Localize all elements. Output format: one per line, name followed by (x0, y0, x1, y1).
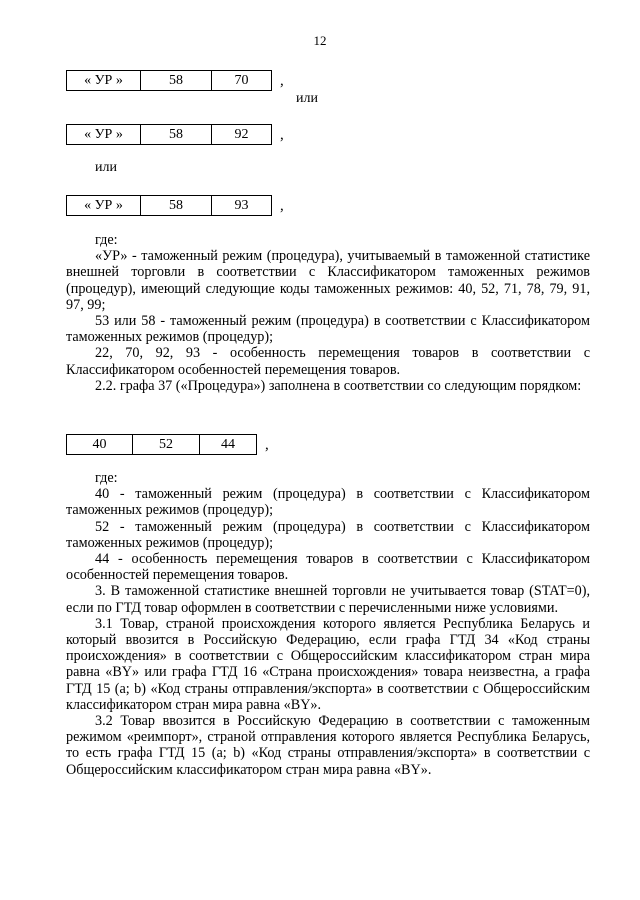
code-table-3-row (66, 195, 284, 216)
paragraph: 22, 70, 92, 93 - особенность перемещения товаров в соответствии с Классификатором особенностей перемещения товаров. (66, 345, 590, 378)
code-cell-regime: « УР » (67, 71, 141, 91)
code-cell-1: 40 (67, 435, 133, 455)
code-cell-3: 44 (200, 435, 257, 455)
code-cell-3: 93 (212, 196, 272, 216)
text-block-1 (66, 232, 590, 394)
code-table-3 (66, 195, 272, 216)
code-table-4 (66, 434, 257, 455)
code-cell-2: 58 (141, 125, 212, 145)
where-label: где: (95, 232, 118, 248)
code-cell-2: 58 (141, 71, 212, 91)
paragraph: 3. В таможенной статистике внешней торговли не учитывается товар (STAT=0), если по ГТД товар оформлен в соответствии с перечисленными ниже условиями. (66, 583, 590, 616)
paragraph: 2.2. графа 37 («Процедура») заполнена в соответствии со следующим порядком: (95, 377, 582, 394)
paragraph: «УР» - таможенный режим (процедура), учитываемый в таможенной статистике внешней торговли в соответствии с Классификатором таможенных режимов (процедур), имеющий следующие коды таможенных режимов: 40, 52, 71, 78, 79, 91, 97, 99; (66, 248, 590, 313)
code-cell-3: 70 (212, 71, 272, 91)
code-cell-2: 58 (141, 196, 212, 216)
code-cell-regime: « УР » (67, 125, 141, 145)
code-table-4-comma: , (265, 437, 269, 453)
paragraph: 52 - таможенный режим (процедура) в соответствии с Классификатором таможенных режимов (процедур); (66, 518, 590, 551)
where-label: где: (95, 470, 118, 486)
paragraph: 3.1 Товар, страной происхождения которого является Республика Беларусь и который ввозится в Российскую Федерацию, если графа ГТД 34 «Код страны происхождения» в соответствии с Общероссийским классификатором стран мира равна «BY» или графа ГТД 16 «Страна происхождения» товара неизвестна, а графа ГТД 15 (a; b) «Код страны отправления/экспорта» в соответствии с Общероссийским классификатором стран мира равна «BY». (66, 615, 590, 713)
code-table-1-row (66, 70, 284, 91)
code-table-2-comma: , (280, 127, 284, 143)
code-cell-3: 92 (212, 125, 272, 145)
paragraph: 3.2 Товар ввозится в Российскую Федерацию в соответствии с таможенным режимом «реимпорт», страной отправления которого является Республика Беларусь, то есть графа ГТД 15 (a; b) «Код страны отправления/экспорта» в соответствии с Общероссийским классификатором стран мира равна «BY». (66, 713, 590, 778)
or-label-1: или (296, 91, 318, 106)
code-table-2-row (66, 124, 284, 145)
code-table-3-comma: , (280, 198, 284, 214)
paragraph: 40 - таможенный режим (процедура) в соответствии с Классификатором таможенных режимов (процедур); (66, 486, 590, 519)
code-cell-regime: « УР » (67, 196, 141, 216)
code-cell-2: 52 (133, 435, 200, 455)
text-block-2 (66, 470, 590, 778)
paragraph: 53 или 58 - таможенный режим (процедура) в соответствии с Классификатором таможенных режимов (процедур); (66, 313, 590, 346)
code-table-2 (66, 124, 272, 145)
code-table-1-comma: , (280, 73, 284, 89)
code-table-4-row (66, 434, 269, 455)
code-table-1 (66, 70, 272, 91)
paragraph: 44 - особенность перемещения товаров в соответствии с Классификатором особенностей перемещения товаров. (66, 551, 590, 584)
or-label-2: или (95, 160, 117, 175)
page-number: 12 (313, 33, 327, 48)
